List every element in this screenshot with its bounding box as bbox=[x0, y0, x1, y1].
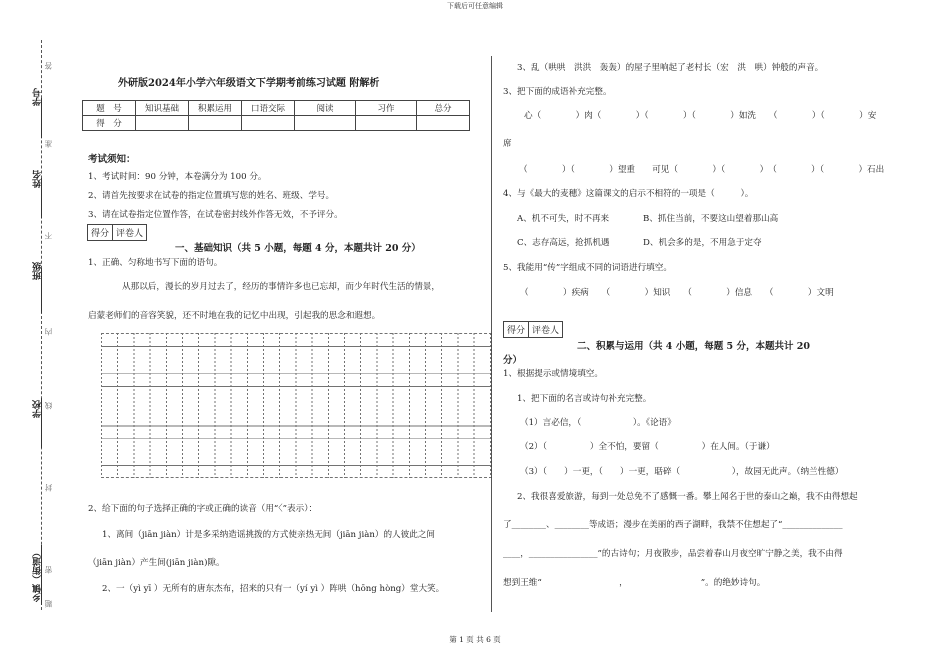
quote-1: （1）言必信，（ ）。《论语》 bbox=[520, 418, 676, 428]
option-d[interactable]: D、机会多的是，不用急于定夺 bbox=[643, 238, 762, 248]
seal-char: 封 bbox=[44, 484, 53, 492]
question-2-2: 2、一（yì yī ）无所有的唐东杰布，招来的只有一（yí yì ）阵哄（hōng hòng）堂大笑。 bbox=[102, 584, 445, 594]
label-school: 学校 bbox=[33, 400, 43, 418]
question-2-1: 1、离间（jiān jiàn）计是多采纳造谣挑拨的方式使亲热无间（jiān jiàn）的人彼此之间 bbox=[102, 530, 436, 540]
table-cell: 积累运用 bbox=[189, 101, 242, 116]
notice-item: 2、请首先按要求在试卷的指定位置填写您的姓名、班级、学号。 bbox=[88, 191, 335, 201]
table-row bbox=[83, 116, 470, 131]
idiom-line-1-cont: 席 bbox=[503, 139, 512, 149]
header-note: 下载后可任意编辑 bbox=[447, 2, 503, 10]
table-cell: 阅读 bbox=[295, 101, 356, 116]
label-student-id: 学号 bbox=[33, 88, 43, 106]
question-3: 3、把下面的成语补充完整。 bbox=[503, 87, 612, 97]
idiom-line-1: 心（ ）肉（ ）（ ）（ ）如洗 （ ）（ ）安 bbox=[524, 111, 877, 121]
page-footer: 第 1 页 共 6 页 bbox=[449, 635, 501, 644]
grader-score: 得分 bbox=[88, 225, 113, 240]
section1-heading: 一、基础知识（共 5 小题，每题 4 分，本题共计 20 分） bbox=[175, 243, 421, 254]
grader-reviewer: 评卷人 bbox=[532, 326, 560, 336]
question-2-1-cont: （jiān jiàn）产生间(jiān jiàn)隙。 bbox=[88, 558, 225, 568]
question-2: 2、给下面的句子选择正确的字或正确的读音（用“〈”表示）： bbox=[88, 504, 318, 514]
seal-char: 不 bbox=[44, 232, 53, 240]
option-b[interactable]: B、抓住当前，不要这山望着那山高 bbox=[643, 214, 779, 224]
label-town: 乡镇（街道） bbox=[33, 548, 43, 602]
table-cell: 习作 bbox=[356, 101, 417, 116]
table-cell bbox=[242, 116, 295, 131]
writing-grid[interactable] bbox=[101, 333, 492, 478]
table-cell: 口语交际 bbox=[242, 101, 295, 116]
section2-heading-cont: 分） bbox=[503, 355, 523, 366]
question-4: 4、与《最大的麦穗》这篇课文的启示不相符的一项是（ ）。 bbox=[503, 189, 754, 199]
table-cell bbox=[136, 116, 189, 131]
table-cell bbox=[356, 116, 417, 131]
exam-title: 外研版2024年小学六年级语文下学期考前练习试题 附解析 bbox=[118, 78, 380, 89]
passage-line: 从那以后，漫长的岁月过去了，经历的事情许多也已忘却，而少年时代生活的情景， bbox=[122, 282, 440, 292]
table-cell bbox=[295, 116, 356, 131]
grader-box bbox=[87, 224, 147, 241]
notice-item: 3、请在试卷指定位置作答，在试卷密封线外作答无效，不予评分。 bbox=[88, 210, 343, 220]
passage-line: 启蒙老师们的音容笑貌，还不时地在我的记忆中出现，引起我的思念和遐想。 bbox=[88, 311, 381, 321]
table-row bbox=[83, 101, 470, 116]
quote-2: （2）（ ）全不怕，要留（ ）在人间。（于谦） bbox=[520, 442, 775, 452]
question-2-3: 3、乱（哄哄 洪洪 轰轰）的屋子里响起了老村长（宏 洪 哄）钟般的声音。 bbox=[517, 63, 824, 73]
table-cell: 知识基础 bbox=[136, 101, 189, 116]
s2-question-1-2-line: ____，________________”的古诗句；月夜散步，品尝着春山月夜空旷宁静之美，我不由得 bbox=[503, 549, 843, 559]
option-a[interactable]: A、机不可失，时不再来 bbox=[517, 214, 610, 224]
table-cell: 题 号 bbox=[83, 101, 136, 116]
seal-char: 答 bbox=[44, 62, 53, 70]
question-5-blanks: （ ）疾病 （ ）知识 （ ）信息 （ ）文明 bbox=[520, 288, 834, 298]
grader-box bbox=[503, 321, 563, 338]
s2-question-1-2: 2、我很喜爱旅游，每到一处总免不了感慨一番。攀上闻名于世的泰山之巅，我不由得想起 bbox=[517, 492, 858, 502]
quote-3: （3）（ ）一更，（ ）一更，聒碎（ ），故园无此声。（纳兰性德） bbox=[520, 467, 844, 477]
s2-question-1-2-line: 了________、________等成语；漫步在美丽的西子湖畔，我禁不住想起了“______________ bbox=[503, 520, 843, 530]
section2-heading: 二、积累与运用（共 4 小题，每题 5 分，本题共计 20 bbox=[577, 341, 810, 352]
question-1: 1、正确、匀称地书写下面的语句。 bbox=[88, 258, 223, 268]
grader-reviewer: 评卷人 bbox=[116, 229, 144, 239]
grader-score: 得分 bbox=[504, 322, 529, 337]
seal-char: 题 bbox=[44, 600, 53, 608]
seal-char: 线 bbox=[44, 402, 53, 410]
notice-item: 1、考试时间：90 分钟，本卷满分为 100 分。 bbox=[88, 172, 267, 182]
table-cell: 得 分 bbox=[83, 116, 136, 131]
seal-char: 密 bbox=[44, 566, 53, 574]
s2-question-1-1: 1、把下面的名言或诗句补充完整。 bbox=[517, 394, 652, 404]
s2-question-1: 1、根据提示或情境填空。 bbox=[503, 369, 603, 379]
s2-question-1-2-line: 想到王维“ ， ”。的绝妙诗句。 bbox=[503, 578, 766, 588]
notice-heading: 考试须知： bbox=[88, 154, 136, 165]
option-c[interactable]: C、志存高远，抢抓机遇 bbox=[517, 238, 610, 248]
seal-char: 准 bbox=[44, 140, 53, 148]
question-5: 5、我能用“传”字组成不同的词语进行填空。 bbox=[503, 263, 672, 273]
table-cell bbox=[417, 116, 470, 131]
table-cell: 总分 bbox=[417, 101, 470, 116]
seal-char: 内 bbox=[44, 328, 53, 336]
label-class: 班级 bbox=[33, 262, 43, 280]
score-table bbox=[82, 100, 470, 131]
label-name: 姓名 bbox=[33, 170, 43, 188]
idiom-line-2: （ ）（ ）望重 可见（ ）（ ） （ ）（ ）石出 bbox=[519, 165, 885, 175]
table-cell bbox=[189, 116, 242, 131]
